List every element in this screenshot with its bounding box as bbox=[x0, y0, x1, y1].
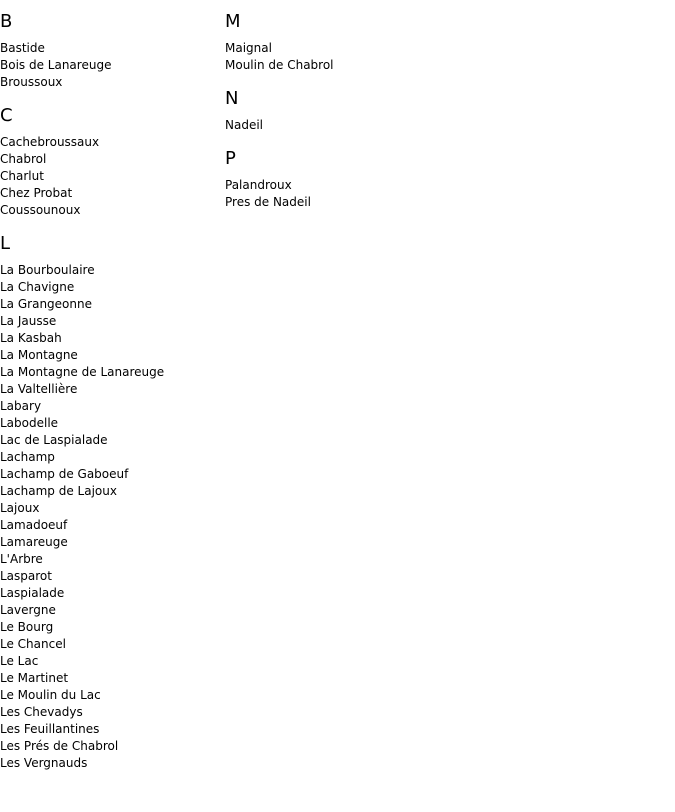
place-list bbox=[225, 177, 440, 211]
place-list bbox=[0, 40, 215, 91]
letter-group-p bbox=[225, 147, 440, 211]
place-link[interactable]: Pres de Nadeil bbox=[225, 195, 311, 209]
place-link[interactable]: Lasparot bbox=[0, 569, 52, 583]
place-link[interactable]: Les Vergnauds bbox=[0, 756, 88, 770]
place-link[interactable]: Bastide bbox=[0, 41, 45, 55]
letter-group-l bbox=[0, 232, 215, 772]
place-link[interactable]: La Jausse bbox=[0, 314, 57, 328]
place-link[interactable]: Lamareuge bbox=[0, 535, 68, 549]
place-link[interactable]: Laspialade bbox=[0, 586, 65, 600]
place-link[interactable]: Lavergne bbox=[0, 603, 56, 617]
place-link[interactable]: Le Martinet bbox=[0, 671, 69, 685]
place-link[interactable]: L'Arbre bbox=[0, 552, 43, 566]
place-link[interactable]: Lamadoeuf bbox=[0, 518, 68, 532]
place-link[interactable]: Le Chancel bbox=[0, 637, 66, 651]
letter-heading: P bbox=[225, 148, 236, 169]
place-list bbox=[225, 117, 440, 134]
place-link[interactable]: La Montagne de Lanareuge bbox=[0, 365, 165, 379]
place-link[interactable]: Chabrol bbox=[0, 152, 47, 166]
place-link[interactable]: Bois de Lanareuge bbox=[0, 58, 112, 72]
letter-heading: C bbox=[0, 105, 13, 126]
letter-group-b bbox=[0, 10, 215, 91]
place-link[interactable]: Les Prés de Chabrol bbox=[0, 739, 119, 753]
letter-group-n bbox=[225, 87, 440, 134]
place-list bbox=[0, 134, 215, 219]
place-link[interactable]: Broussoux bbox=[0, 75, 63, 89]
letter-heading: B bbox=[0, 11, 13, 32]
place-link[interactable]: Lac de Laspialade bbox=[0, 433, 108, 447]
place-link[interactable]: Cachebroussaux bbox=[0, 135, 100, 149]
place-link[interactable]: Les Feuillantines bbox=[0, 722, 100, 736]
place-link[interactable]: Chez Probat bbox=[0, 186, 73, 200]
index-left-column bbox=[0, 10, 215, 772]
place-link[interactable]: Le Moulin du Lac bbox=[0, 688, 101, 702]
letter-group-c bbox=[0, 104, 215, 219]
place-link[interactable]: Charlut bbox=[0, 169, 44, 183]
place-link[interactable]: Palandroux bbox=[225, 178, 292, 192]
place-link[interactable]: Lachamp de Gaboeuf bbox=[0, 467, 129, 481]
place-link[interactable]: Labary bbox=[0, 399, 42, 413]
place-link[interactable]: Les Chevadys bbox=[0, 705, 83, 719]
place-link[interactable]: Nadeil bbox=[225, 118, 263, 132]
place-list bbox=[225, 40, 440, 74]
place-link[interactable]: Lajoux bbox=[0, 501, 40, 515]
letter-group-m bbox=[225, 10, 440, 74]
place-link[interactable]: La Bourboulaire bbox=[0, 263, 95, 277]
place-link[interactable]: Labodelle bbox=[0, 416, 59, 430]
place-link[interactable]: Le Lac bbox=[0, 654, 39, 668]
place-link[interactable]: Coussounoux bbox=[0, 203, 81, 217]
letter-heading: M bbox=[225, 11, 241, 32]
place-link[interactable]: Maignal bbox=[225, 41, 272, 55]
place-link[interactable]: Le Bourg bbox=[0, 620, 54, 634]
place-link[interactable]: La Montagne bbox=[0, 348, 78, 362]
place-link[interactable]: Moulin de Chabrol bbox=[225, 58, 334, 72]
place-link[interactable]: Lachamp de Lajoux bbox=[0, 484, 117, 498]
place-link[interactable]: La Grangeonne bbox=[0, 297, 92, 311]
letter-heading: L bbox=[0, 233, 11, 254]
place-list bbox=[0, 262, 215, 772]
place-link[interactable]: La Valtellière bbox=[0, 382, 78, 396]
index-right-column bbox=[225, 10, 440, 211]
place-link[interactable]: La Kasbah bbox=[0, 331, 62, 345]
place-link[interactable]: La Chavigne bbox=[0, 280, 75, 294]
letter-heading: N bbox=[225, 88, 239, 109]
place-link[interactable]: Lachamp bbox=[0, 450, 55, 464]
